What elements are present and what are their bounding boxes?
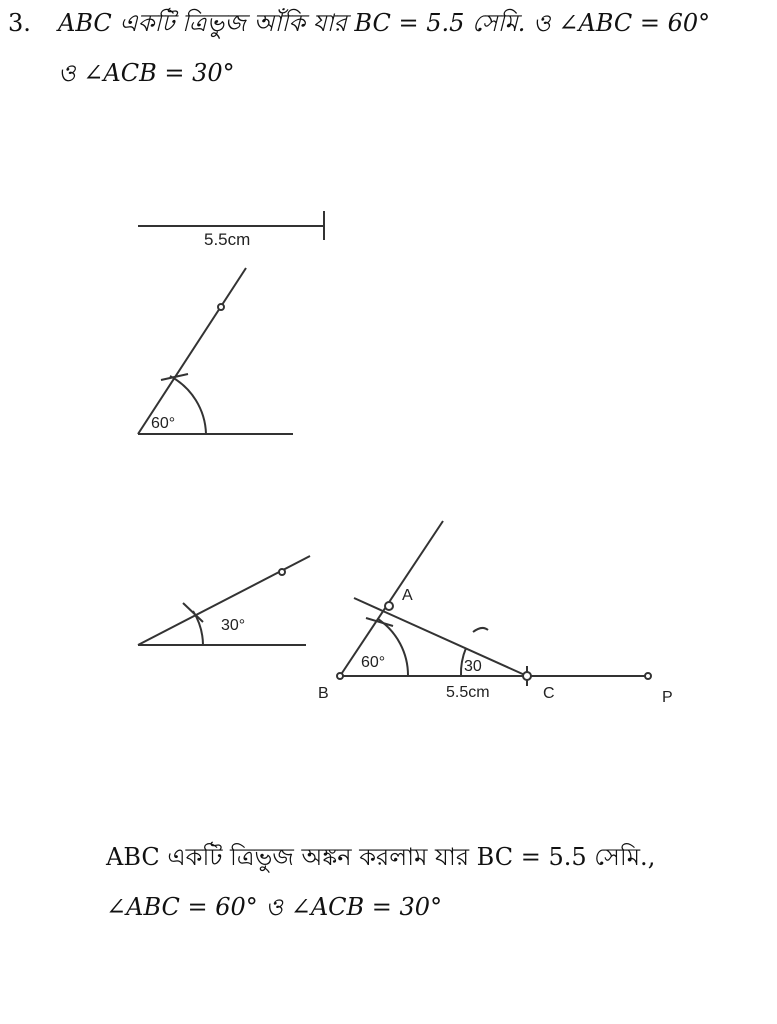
angle30-point xyxy=(279,569,285,575)
segment-length-label: 5.5cm xyxy=(204,230,251,249)
angle-C-label: 30 xyxy=(464,658,482,675)
vertex-C-label: C xyxy=(543,685,555,702)
angle30-label: 30° xyxy=(221,617,246,634)
point-A xyxy=(385,602,393,610)
answer-line-2: ∠ABC = 60° ও ∠ACB = 30° xyxy=(106,893,443,921)
vertex-A-label: A xyxy=(402,587,413,604)
angle-B-label: 60° xyxy=(361,654,386,671)
point-B xyxy=(337,673,343,679)
vertex-B-label: B xyxy=(318,685,329,702)
point-P xyxy=(645,673,651,679)
question-number: 3. xyxy=(8,9,31,37)
point-P-label: P xyxy=(662,689,673,706)
angle60-arm-ray xyxy=(138,268,246,434)
question-text-1: ABC একটি ত্রিভুজ আঁকি যার BC = 5.5 সেমি. ও ∠ABC = 60° xyxy=(58,9,711,37)
angle60-point xyxy=(218,304,224,310)
base-length-label: 5.5cm xyxy=(446,684,490,701)
answer-line-1: ABC একটি ত্রিভুজ অঙ্কন করলাম যার BC = 5.5 সেমি., xyxy=(106,843,656,871)
angle-C-arc-mark xyxy=(473,628,488,632)
question-text-2: ও ∠ACB = 30° xyxy=(58,59,235,87)
point-C xyxy=(523,672,531,680)
angle60-label: 60° xyxy=(151,415,176,432)
angle60-arc xyxy=(170,376,206,434)
